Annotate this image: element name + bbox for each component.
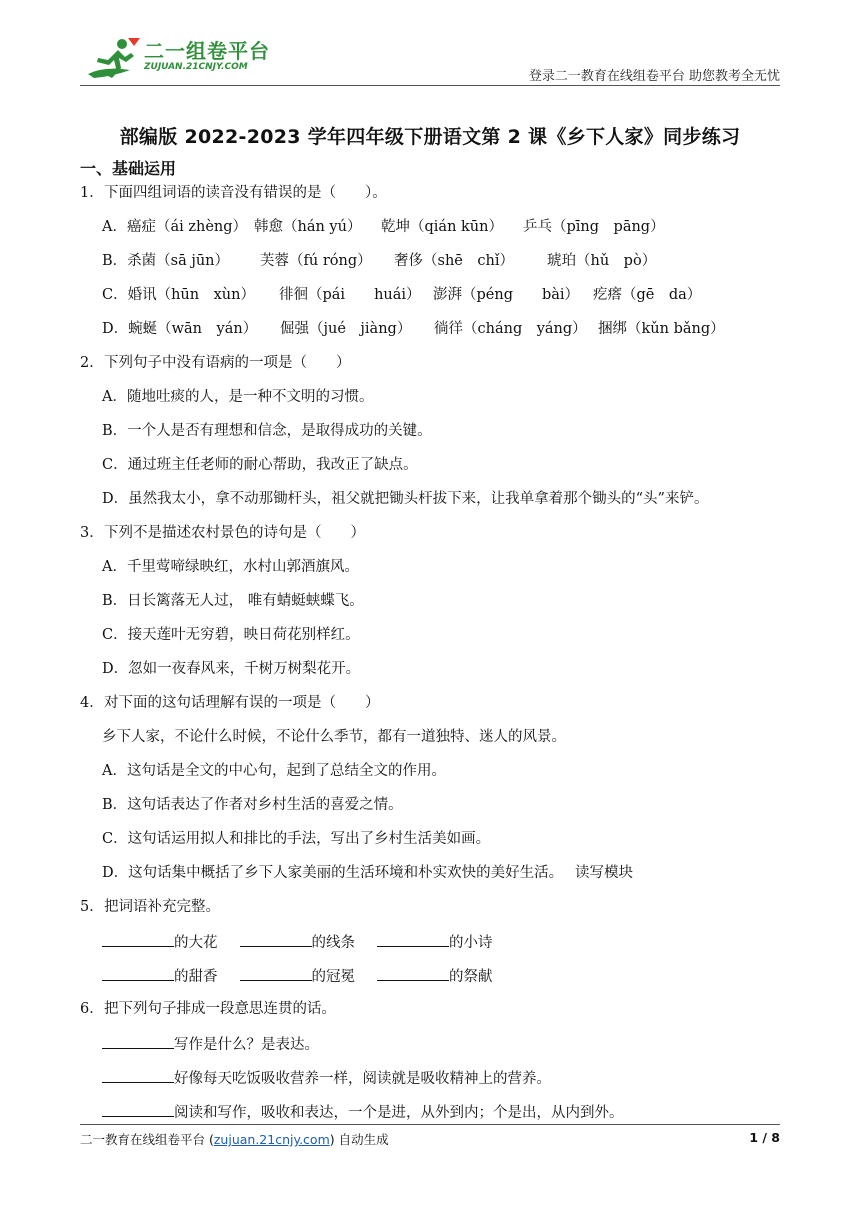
header-slogan: 登录二一教育在线组卷平台 助您教考全无忧 — [528, 69, 780, 84]
question-4-option-c: C．这句话运用拟人和排比的手法，写出了乡村生活美如画。 — [102, 831, 491, 847]
question-2-option-b: B．一个人是否有理想和信念，是取得成功的关键。 — [102, 423, 432, 439]
question-text: 下面四组词语的读音没有错误的是（ ）。 — [104, 185, 387, 201]
question-1-stem — [80, 184, 780, 218]
question-number: 5． — [80, 899, 104, 915]
question-number: 6． — [80, 1001, 104, 1017]
question-4-stem — [80, 694, 780, 728]
answer-blank[interactable] — [377, 966, 449, 981]
question-number: 1． — [80, 185, 104, 201]
blank-suffix: 的小诗 — [449, 935, 493, 951]
option-item: 乾坤（qián kūn） — [381, 219, 503, 235]
option-item: A．癌症（ái zhèng） — [102, 219, 248, 235]
answer-blank[interactable] — [240, 966, 312, 981]
footer-prefix: 二一教育在线组卷平台 ( — [80, 1132, 214, 1147]
option-item: 琥珀（hǔ pò） — [547, 253, 657, 269]
question-3-option-d: D．忽如一夜春风来，千树万树梨花开。 — [102, 661, 361, 677]
footer-suffix: ) 自动生成 — [329, 1132, 389, 1147]
option-item: D．蜿蜒（wān yán） — [102, 321, 258, 337]
header-divider — [80, 85, 780, 86]
question-text: 把词语补充完整。 — [104, 899, 220, 915]
page-header — [80, 28, 780, 88]
blank-suffix: 的线条 — [311, 935, 355, 951]
answer-blank[interactable] — [102, 1068, 174, 1083]
option-item: 芙蓉（fú róng） — [260, 253, 372, 269]
blank-suffix: 的甜香 — [174, 969, 218, 985]
blank-suffix: 的冠冕 — [311, 969, 355, 985]
logo-title: 二一组卷平台 — [144, 39, 270, 63]
question-text: 下列不是描述农村景色的诗句是（ ） — [104, 525, 365, 541]
page-title: 部编版 2022-2023 学年四年级下册语文第 2 课《乡下人家》同步练习 — [119, 126, 741, 148]
question-2-stem — [80, 354, 780, 388]
question-3-option-b: B．日长篱落无人过， 唯有蜻蜓蛱蝶飞。 — [102, 593, 364, 609]
sentence-text: 写作是什么？是表达。 — [174, 1037, 319, 1053]
question-3-stem — [80, 524, 780, 558]
logo-url: ZUJUAN.21CNJY.COM — [144, 62, 248, 72]
answer-blank[interactable] — [102, 1034, 174, 1049]
question-1-option-c — [80, 286, 780, 320]
blank-suffix: 的大花 — [174, 935, 218, 951]
answer-blank[interactable] — [377, 932, 449, 947]
answer-blank[interactable] — [240, 932, 312, 947]
question-3-option-a: A．千里莺啼绿映红，水村山郭酒旗风。 — [102, 559, 359, 575]
answer-blank[interactable] — [102, 932, 174, 947]
question-text: 把下列句子排成一段意思连贯的话。 — [104, 1001, 336, 1017]
footer-site-link[interactable]: zujuan.21cnjy.com — [213, 1132, 330, 1147]
question-4-quote: 乡下人家，不论什么时候，不论什么季节，都有一道独特、迷人的风景。 — [102, 729, 566, 745]
option-item: C．婚讯（hūn xùn） — [102, 287, 255, 303]
option-item: 疙瘩（gē da） — [593, 287, 702, 303]
option-item: 倔强（jué jiàng） — [280, 321, 412, 337]
question-1-option-d — [80, 320, 780, 354]
page-number: 1 / 8 — [749, 1130, 780, 1145]
question-number: 3． — [80, 525, 104, 541]
question-2-option-c: C．通过班主任老师的耐心帮助，我改正了缺点。 — [102, 457, 418, 473]
question-number: 2． — [80, 355, 104, 371]
option-item: 韩愈（hán yú） — [254, 219, 362, 235]
question-2-option-a: A．随地吐痰的人，是一种不文明的习惯。 — [102, 389, 374, 405]
question-number: 4． — [80, 695, 104, 711]
question-6-sentence-2 — [80, 1068, 780, 1102]
question-4-option-d: D．这句话集中概括了乡下人家美丽的生活环境和朴实欢快的美好生活。 读写模块 — [102, 865, 633, 881]
question-3-option-c: C．接天莲叶无穷碧，映日荷花别样红。 — [102, 627, 360, 643]
footer-credit — [80, 1130, 389, 1148]
question-6-sentence-1 — [80, 1034, 780, 1068]
question-5-stem — [80, 898, 780, 932]
option-item: 捆绑（kǔn bǎng） — [598, 321, 725, 337]
question-text: 下列句子中没有语病的一项是（ ） — [104, 355, 351, 371]
runner-logo-icon — [84, 36, 142, 80]
question-6-stem — [80, 1000, 780, 1034]
question-5-row-1 — [80, 932, 780, 966]
section-heading: 一、基础运用 — [80, 159, 177, 178]
option-item: B．杀菌（sā jūn） — [102, 253, 230, 269]
option-item: 乒乓（pīng pāng） — [523, 219, 665, 235]
option-item: 徘徊（pái huái） — [279, 287, 421, 303]
question-4-option-a: A．这句话是全文的中心句，起到了总结全文的作用。 — [102, 763, 446, 779]
question-text: 对下面的这句话理解有误的一项是（ ） — [104, 695, 380, 711]
question-2-option-d: D．虽然我太小，拿不动那锄杆头，祖父就把锄头杆拔下来，让我单拿着那个锄头的“头”来铲。 — [102, 491, 709, 507]
page-footer — [80, 1124, 780, 1149]
question-5-row-2 — [80, 966, 780, 1000]
option-item: 徜徉（cháng yáng） — [434, 321, 587, 337]
question-1-option-b — [80, 252, 780, 286]
sentence-text: 好像每天吃饭吸收营养一样，阅读就是吸收精神上的营养。 — [174, 1071, 551, 1087]
answer-blank[interactable] — [102, 1102, 174, 1117]
option-item: 奢侈（shē chǐ） — [394, 253, 514, 269]
blank-suffix: 的祭献 — [449, 969, 493, 985]
option-item: 澎湃（péng bài） — [433, 287, 580, 303]
site-logo[interactable] — [84, 36, 270, 80]
answer-blank[interactable] — [102, 966, 174, 981]
question-list — [80, 184, 780, 1136]
question-4-option-b: B．这句话表达了作者对乡村生活的喜爱之情。 — [102, 797, 403, 813]
sentence-text: 阅读和写作，吸收和表达，一个是进，从外到内；个是出，从内到外。 — [174, 1105, 624, 1121]
question-1-option-a — [80, 218, 780, 252]
